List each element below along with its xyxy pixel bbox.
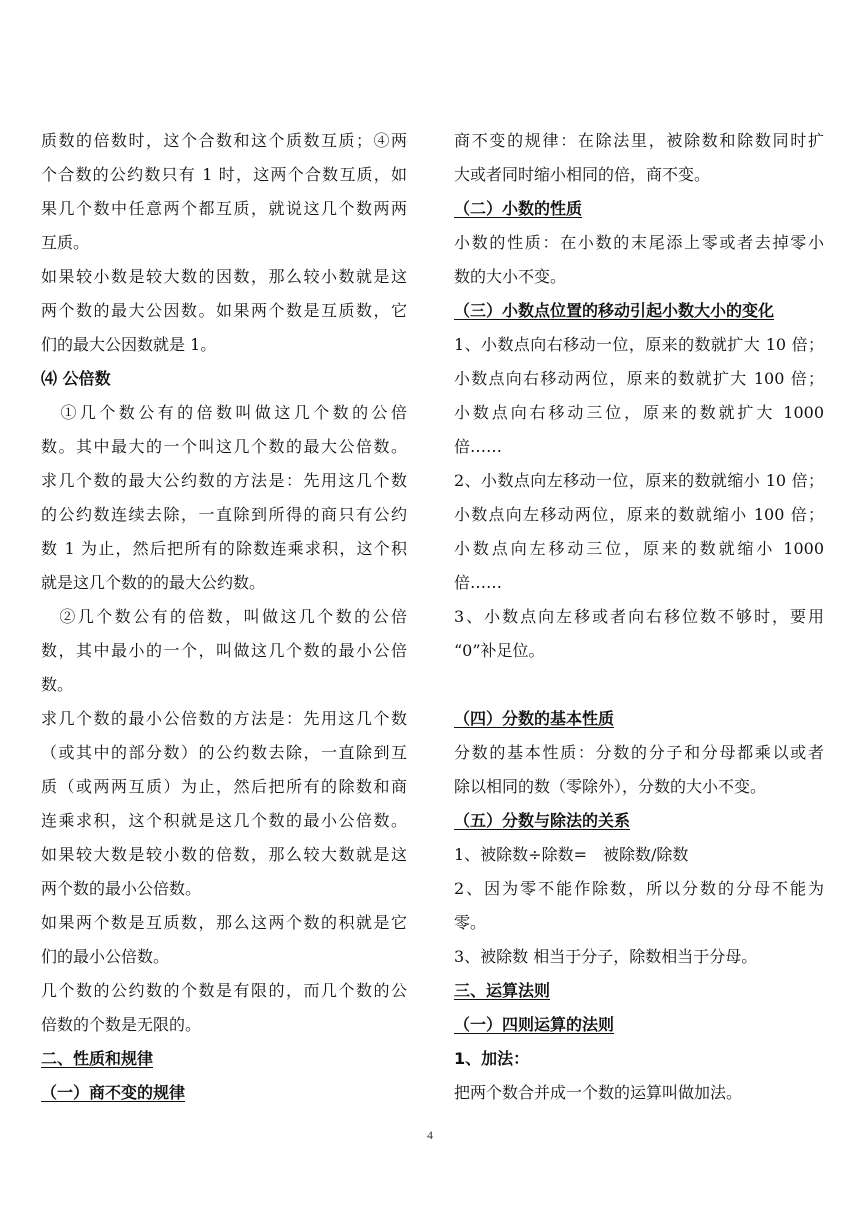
- text-line: 质数的倍数时，这个合数和这个质数互质；④两: [41, 131, 407, 150]
- text-line: 如果两个数是互质数，那么这两个数的积就是它: [41, 913, 407, 932]
- text-line: 求几个数的最大公约数的方法是：先用这几个数: [41, 471, 407, 490]
- subsection-heading: ⑷ 公倍数: [41, 369, 111, 388]
- subsection-heading: （一）四则运算的法则: [454, 1015, 615, 1034]
- text-line: 果几个数中任意两个都互质，就说这几个数两两: [41, 199, 407, 218]
- section-heading: 二、性质和规律: [41, 1049, 154, 1068]
- text-line: ②几个数公有的倍数，叫做这几个数的公倍: [41, 607, 407, 626]
- text-line: 的公约数连续去除，一直除到所得的商只有公约: [41, 505, 407, 524]
- text-line: 倍……: [454, 573, 503, 592]
- text-line: 就是这几个数的的最大公约数。: [41, 573, 266, 592]
- text-line: 1、被除数÷除数= 被除数/除数: [454, 845, 689, 864]
- text-line: 3、被除数 相当于分子，除数相当于分母。: [454, 947, 758, 966]
- text-line: 质（或两两互质）为止，然后把所有的除数和商: [41, 777, 407, 796]
- text-line: 小数的性质：在小数的末尾添上零或者去掉零小: [454, 233, 824, 252]
- blank-line: [454, 668, 824, 702]
- text-line: ①几个数公有的倍数叫做这几个数的公倍: [41, 403, 407, 422]
- right-column: [454, 124, 824, 1110]
- text-line: 1、小数点向右移动一位，原来的数就扩大 10 倍；: [454, 335, 824, 354]
- text-line: 数。: [41, 675, 74, 694]
- text-line: 商不变的规律：在除法里，被除数和除数同时扩: [454, 131, 824, 150]
- text-line: 如果较小数是较大数的因数，那么较小数就是这: [41, 267, 407, 286]
- text-line: 两个数的最小公倍数。: [41, 879, 202, 898]
- text-line: 数。其中最大的一个叫这几个数的最大公倍数。: [41, 437, 407, 456]
- text-line: 小数点向左移动三位，原来的数就缩小 1000: [454, 539, 824, 558]
- text-line: 2、小数点向左移动一位，原来的数就缩小 10 倍；: [454, 471, 824, 490]
- text-line: 除以相同的数（零除外），分数的大小不变。: [454, 777, 767, 796]
- text-line: 小数点向右移动两位，原来的数就扩大 100 倍；: [454, 369, 824, 388]
- text-line: 小数点向左移动两位，原来的数就缩小 100 倍；: [454, 505, 824, 524]
- text-line: 数 1 为止，然后把所有的除数连乘求积，这个积: [41, 539, 407, 558]
- text-line: 连乘求积，这个积就是这几个数的最小公倍数。: [41, 811, 407, 830]
- text-line: 数，其中最小的一个，叫做这几个数的最小公倍: [41, 641, 407, 660]
- text-line: 互质。: [41, 233, 90, 252]
- section-heading: 三、运算法则: [454, 981, 551, 1000]
- text-line: 3、小数点向左移或者向右移位数不够时，要用: [454, 607, 824, 626]
- text-line: 如果较大数是较小数的倍数，那么较大数就是这: [41, 845, 407, 864]
- text-line: 零。: [454, 913, 487, 932]
- left-column: [41, 124, 407, 1110]
- subsection-heading: （五）分数与除法的关系: [454, 811, 631, 830]
- subsection-heading: （三）小数点位置的移动引起小数大小的变化: [454, 301, 775, 320]
- text-line: “0”补足位。: [454, 641, 545, 660]
- text-line: 大或者同时缩小相同的倍，商不变。: [454, 165, 711, 184]
- subsection-heading: （四）分数的基本性质: [454, 709, 615, 728]
- text-line: 分数的基本性质：分数的分子和分母都乘以或者: [454, 743, 824, 762]
- text-line: 倍数的个数是无限的。: [41, 1015, 202, 1034]
- text-line: 几个数的公约数的个数是有限的，而几个数的公: [41, 981, 407, 1000]
- text-line: 两个数的最大公因数。如果两个数是互质数，它: [41, 301, 407, 320]
- text-line: 个合数的公约数只有 1 时，这两个合数互质，如: [41, 165, 407, 184]
- subsection-heading: 1、加法：: [454, 1049, 530, 1068]
- text-line: 们的最大公因数就是 1。: [41, 335, 217, 354]
- text-line: 倍……: [454, 437, 503, 456]
- text-line: 把两个数合并成一个数的运算叫做加法。: [454, 1083, 743, 1102]
- page-number: 4: [427, 1128, 433, 1142]
- text-line: 2、因为零不能作除数，所以分数的分母不能为: [454, 879, 824, 898]
- text-line: （或其中的部分数）的公约数去除，一直除到互: [41, 743, 407, 762]
- text-line: 小数点向右移动三位，原来的数就扩大 1000: [454, 403, 824, 422]
- text-line: 数的大小不变。: [454, 267, 567, 286]
- text-line: 们的最小公倍数。: [41, 947, 170, 966]
- text-line: 求几个数的最小公倍数的方法是：先用这几个数: [41, 709, 407, 728]
- subsection-heading: （一）商不变的规律: [41, 1083, 186, 1102]
- subsection-heading: （二）小数的性质: [454, 199, 583, 218]
